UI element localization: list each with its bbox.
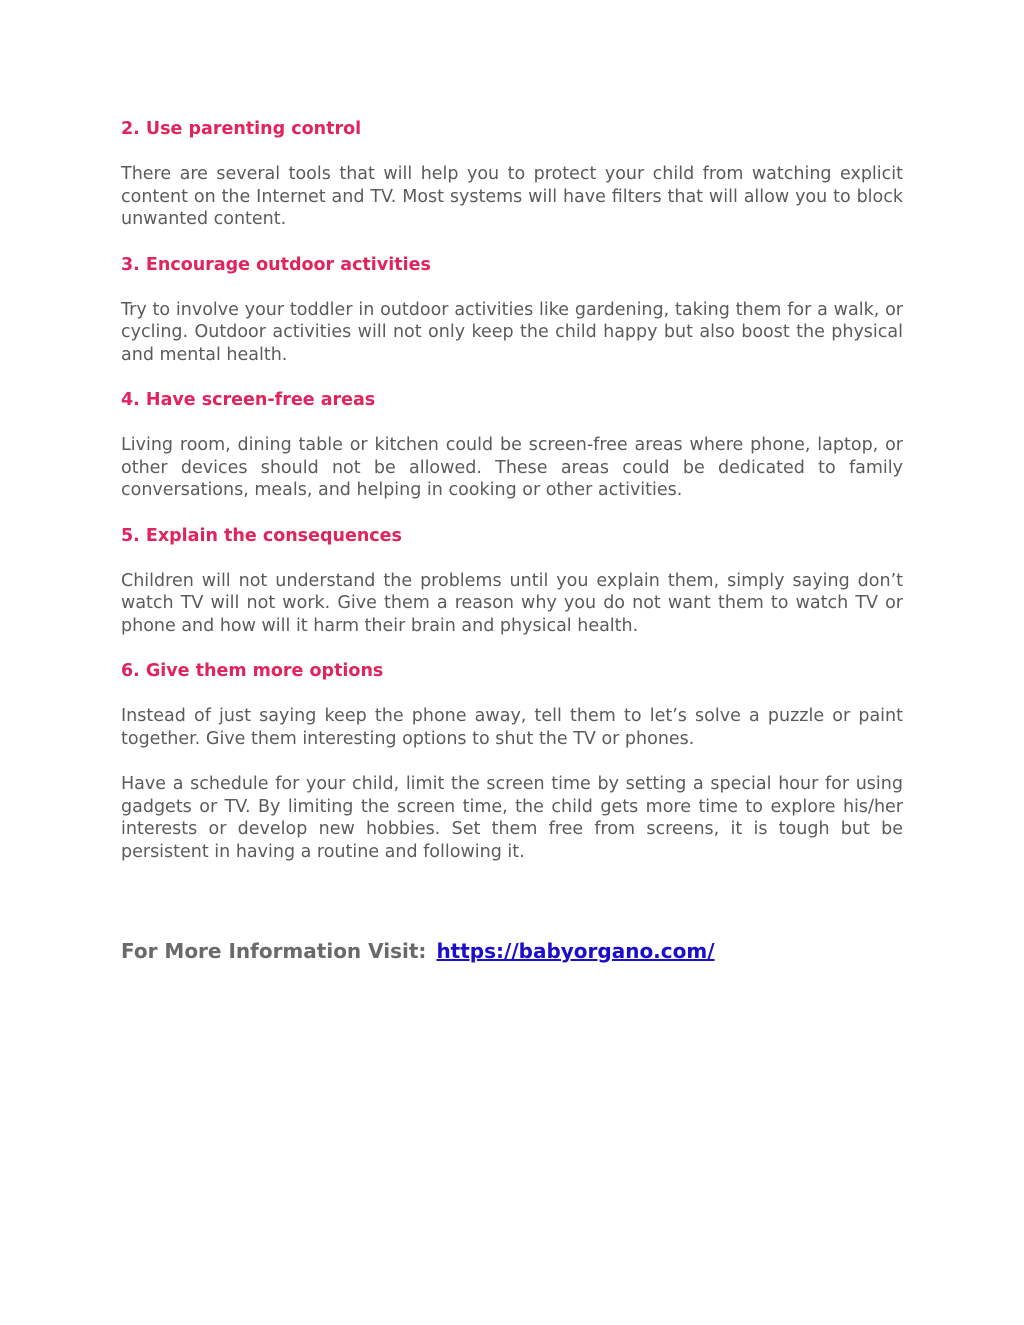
section-heading-parenting-control: 2. Use parenting control	[121, 119, 362, 139]
section-body-parenting-control: There are several tools that will help you to protect your child from watching explicit content on the Internet and TV. Most systems will have filters that will allow you to block unwanted content.	[121, 164, 903, 229]
section-body-screen-free-areas: Living room, dining table or kitchen could be screen-free areas where phone, laptop, or other devices should not be allowed. These areas could be dedicated to family conversations, meals, and helping in cooking or other activities.	[121, 435, 903, 500]
section-heading-more-options: 6. Give them more options	[121, 661, 384, 681]
section-heading-consequences: 5. Explain the consequences	[121, 525, 402, 546]
section-body-more-options: Instead of just saying keep the phone away, tell them to let’s solve a puzzle or paint together. Give them interesting options to shut the TV or phones.	[121, 706, 903, 749]
section-heading-screen-free-areas: 4. Have screen-free areas	[121, 390, 376, 410]
document-page	[121, 118, 903, 886]
section-body-outdoor-activities: Try to involve your toddler in outdoor activities like gardening, taking them for a walk, or cycling. Outdoor activities will not only keep the child happy but also boost the physical and mental health.	[121, 299, 903, 365]
section-heading-outdoor-activities: 3. Encourage outdoor activities	[121, 254, 431, 275]
footer-label: For More Information Visit:	[121, 939, 427, 963]
closing-paragraph: Have a schedule for your child, limit the screen time by setting a special hour for using gadgets or TV. By limiting the screen time, the child gets more time to explore his/her interests or develop new hobbies. Set them free from screens, it is tough but be persistent in having a routine and following it.	[121, 774, 903, 862]
section-body-consequences: Children will not understand the problems until you explain them, simply saying don’t watch TV will not work. Give them a reason why you do not want them to watch TV or phone and how will it harm their brain and physical health.	[121, 570, 903, 636]
footer-more-info	[121, 938, 903, 964]
website-link[interactable]: https://babyorgano.com/	[436, 939, 715, 963]
